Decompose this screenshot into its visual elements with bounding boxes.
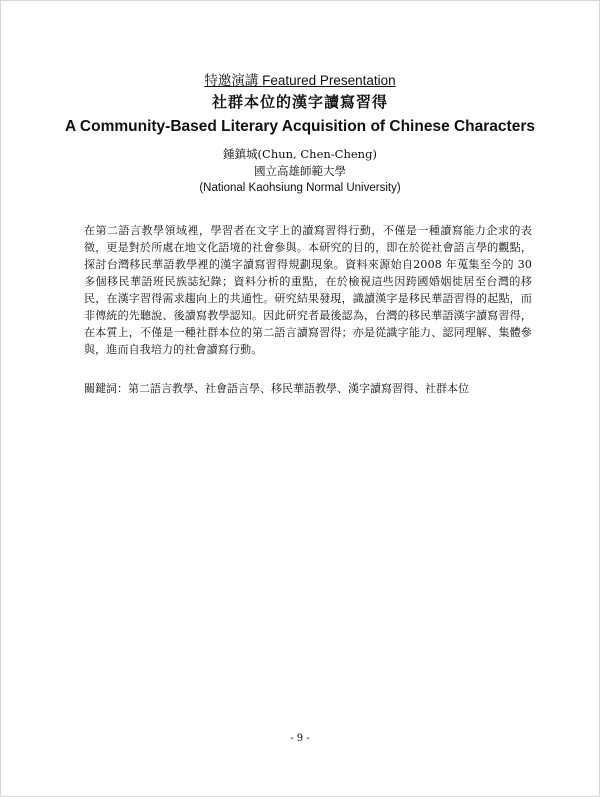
affiliation-chinese: 國立高雄師範大學 bbox=[254, 164, 346, 178]
author-block bbox=[0, 146, 600, 197]
header bbox=[0, 72, 600, 138]
title-english: A Community-Based Literary Acquisition of Chinese Characters bbox=[65, 118, 535, 135]
page-number: - 9 - bbox=[290, 733, 310, 744]
abstract-text: 在第二語言教學領域裡，學習者在文字上的讀寫習得行動，不僅是一種讀寫能力企求的表徵，更是對於所處在地文化語境的社會參與。本研究的目的，即在於從社會語言學的觀點，探討台灣移民華語教學裡的漢字讀寫習得規劃現象。資料來源始自2008 年蒐集至今的 30 多個移民華語班民族誌紀錄；資料分析的重點，在於檢視這些因跨國婚姻徙居至台灣的移民，在漢字習得需求趨向上的共通性。研究結果發現，識讀漢字是移民華語習得的起點，而非傳統的先聽說、後讀寫教學認知。因此研究者最後認為，台灣的移民華語漢字讀寫習得，在本質上，不僅是一種社群本位的第二語言讀寫習得；亦是從識字能力、認同理解、集體參與，進而自我培力的社會讀寫行動。 bbox=[84, 224, 532, 356]
author-name: 鍾鎮城(Chun, Chen-Cheng) bbox=[223, 147, 377, 161]
title-chinese: 社群本位的漢字讀寫習得 bbox=[211, 93, 388, 111]
keywords: 關鍵詞：第二語言教學、社會語言學、移民華語教學、漢字讀寫習得、社群本位 bbox=[84, 382, 469, 395]
affiliation-english: (National Kaohsiung Normal University) bbox=[199, 182, 401, 194]
presentation-label: 特邀演講 Featured Presentation bbox=[204, 73, 396, 88]
